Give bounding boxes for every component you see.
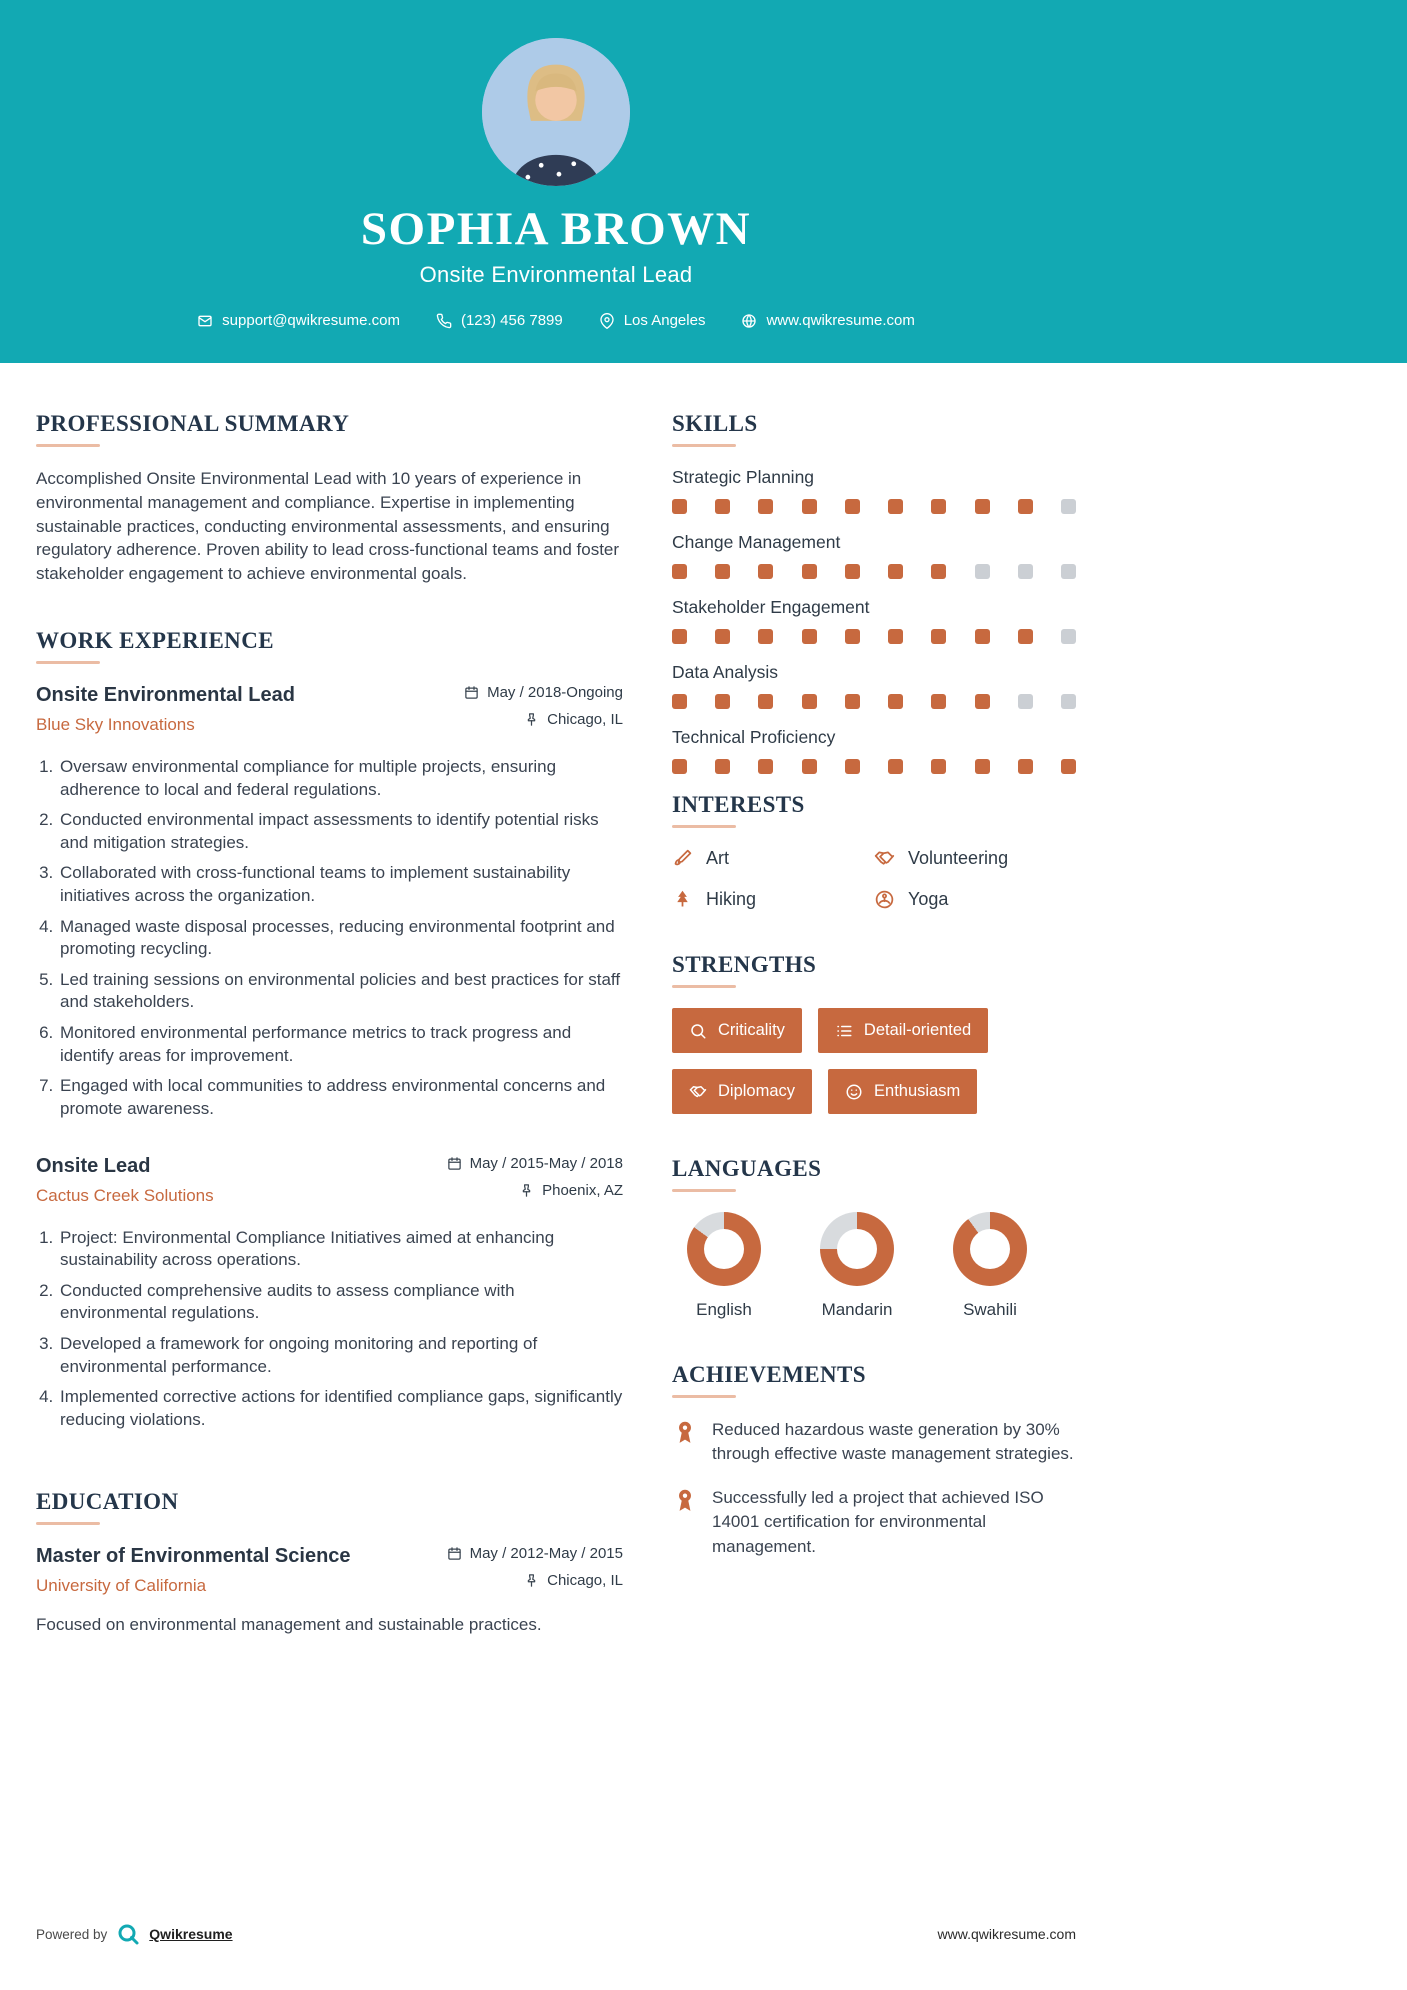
heading-underline <box>36 661 100 664</box>
yoga-icon <box>874 889 895 910</box>
skill-block <box>888 499 903 514</box>
pushpin-icon <box>519 1183 534 1198</box>
contact-phone <box>436 312 563 329</box>
skill-block <box>715 759 730 774</box>
skill-block <box>845 499 860 514</box>
job-company: Cactus Creek Solutions <box>36 1185 214 1205</box>
summary-heading: PROFESSIONAL SUMMARY <box>36 411 350 436</box>
interest-item <box>672 848 874 869</box>
strength-chip <box>828 1069 977 1114</box>
skill-name: Strategic Planning <box>672 467 815 487</box>
job-date-text: May / 2018-Ongoing <box>487 683 623 701</box>
interests-heading: INTERESTS <box>672 792 805 817</box>
skill-block <box>758 629 773 644</box>
heading-underline <box>36 1522 100 1525</box>
skill-block <box>1018 759 1033 774</box>
calendar-icon <box>447 1156 462 1171</box>
skill-item <box>672 727 1076 774</box>
education-date <box>447 1545 623 1562</box>
school-name: University of California <box>36 1576 207 1596</box>
skill-block <box>975 629 990 644</box>
summary-text: Accomplished Onsite Environmental Lead with 10 years of experience in environmental management and compliance. Expertise in implementing sustainable practices, conducting environmental assessments, and ensuring regulatory adherence. Proven ability to lead cross-functional teams and foster stakeholder engagement to achieve environmental goals. <box>36 469 620 584</box>
heading-underline <box>672 444 736 447</box>
skill-block <box>1061 759 1076 774</box>
interest-item <box>672 889 874 910</box>
skill-level-meter <box>672 629 1076 644</box>
job-bullet: 6. Monitored environmental performance metrics to track progress and identify areas for improvement. <box>58 1022 623 1067</box>
globe-icon <box>741 313 757 329</box>
skill-block <box>758 694 773 709</box>
job-bullet: 3. Collaborated with cross-functional teams to implement sustainability initiatives across the organization. <box>58 862 623 907</box>
skill-block <box>1018 499 1033 514</box>
skill-block <box>1061 694 1076 709</box>
interest-label: Yoga <box>908 889 949 909</box>
strength-chip <box>672 1008 802 1053</box>
skill-item <box>672 467 1076 514</box>
skills-heading: SKILLS <box>672 411 758 436</box>
language-donut-chart <box>687 1212 761 1286</box>
calendar-icon <box>464 685 479 700</box>
skill-block <box>1018 629 1033 644</box>
language-item <box>805 1212 909 1320</box>
education-date-text: May / 2012-May / 2015 <box>469 1545 623 1563</box>
interest-label: Hiking <box>706 889 757 909</box>
person-title: Onsite Environmental Lead <box>419 262 693 287</box>
skill-block <box>1061 564 1076 579</box>
contact-website-text: www.qwikresume.com <box>766 312 915 329</box>
strength-label: Enthusiasm <box>874 1082 961 1100</box>
achievement-item <box>672 1486 1076 1558</box>
heading-underline <box>672 1395 736 1398</box>
interest-label: Volunteering <box>908 848 1009 868</box>
skill-block <box>715 499 730 514</box>
contact-phone-text: (123) 456 7899 <box>460 312 563 329</box>
job-bullet: 2. Conducted environmental impact assessments to identify potential risks and mitigation strategies. <box>58 809 623 854</box>
achievement-text: Reduced hazardous waste generation by 30% through effective waste management strategies. <box>712 1420 1074 1464</box>
skill-block <box>1061 499 1076 514</box>
skill-block <box>672 499 687 514</box>
smiley-icon <box>845 1083 863 1101</box>
handshake-icon <box>689 1083 707 1101</box>
education-heading: EDUCATION <box>36 1489 179 1515</box>
interests-list <box>672 848 1076 910</box>
qwikresume-link[interactable]: Qwikresume <box>149 1926 233 1942</box>
job-bullet: 1. Project: Environmental Compliance Initiatives aimed at enhancing sustainability across operations. <box>58 1227 623 1272</box>
skill-block <box>715 564 730 579</box>
skill-block <box>758 564 773 579</box>
heading-underline <box>672 985 736 988</box>
portrait-photo <box>482 38 630 186</box>
job-location <box>447 1182 623 1199</box>
footer-website: www.qwikresume.com <box>937 1926 1076 1942</box>
skill-block <box>888 564 903 579</box>
job-location-text: Chicago, IL <box>547 710 623 728</box>
job-date <box>447 1155 623 1172</box>
award-ribbon-icon <box>672 1419 698 1445</box>
skill-block <box>1018 564 1033 579</box>
skill-block <box>758 759 773 774</box>
envelope-icon <box>197 313 213 329</box>
job-bullet: 3. Developed a framework for ongoing monitoring and reporting of environmental performance. <box>58 1333 623 1378</box>
language-name: English <box>696 1300 752 1319</box>
paintbrush-icon <box>672 848 693 869</box>
strengths-heading: STRENGTHS <box>672 952 817 977</box>
skill-block <box>802 629 817 644</box>
location-pin-icon <box>599 313 615 329</box>
achievements-heading: ACHIEVEMENTS <box>672 1362 866 1387</box>
skill-block <box>931 499 946 514</box>
qwikresume-logo <box>116 1922 140 1946</box>
job-title: Onsite Lead <box>36 1154 151 1177</box>
skill-block <box>975 499 990 514</box>
skill-block <box>1018 694 1033 709</box>
job-date-text: May / 2015-May / 2018 <box>469 1154 623 1172</box>
skill-block <box>888 629 903 644</box>
skill-block <box>758 499 773 514</box>
page-footer <box>36 1892 1076 1990</box>
skill-block <box>802 694 817 709</box>
job-bullet: 1. Oversaw environmental compliance for multiple projects, ensuring adherence to local and federal regulations. <box>58 756 623 801</box>
skill-block <box>931 564 946 579</box>
degree-title: Master of Environmental Science <box>36 1545 351 1568</box>
language-donut-chart <box>953 1212 1027 1286</box>
achievements-list <box>672 1418 1076 1559</box>
skill-block <box>802 759 817 774</box>
skill-name: Change Management <box>672 532 841 552</box>
language-name: Swahili <box>963 1300 1017 1319</box>
strength-label: Diplomacy <box>718 1082 796 1100</box>
education-note: Focused on environmental management and sustainable practices. <box>36 1615 542 1635</box>
strength-label: Criticality <box>718 1021 785 1039</box>
job-entry <box>36 684 623 1121</box>
magnifier-icon <box>689 1022 707 1040</box>
language-donut-chart <box>820 1212 894 1286</box>
skill-block <box>715 629 730 644</box>
skill-level-meter <box>672 694 1076 709</box>
job-location-text: Phoenix, AZ <box>542 1181 623 1199</box>
language-item <box>672 1212 776 1320</box>
job-bullet: 2. Conducted comprehensive audits to assess compliance with environmental regulations. <box>58 1280 623 1325</box>
contact-location <box>599 312 706 329</box>
contact-location-text: Los Angeles <box>623 312 706 329</box>
heading-underline <box>36 444 100 447</box>
calendar-icon <box>447 1546 462 1561</box>
interest-item <box>874 848 1076 869</box>
job-bullet: 5. Led training sessions on environmental policies and best practices for staff and stakeholders. <box>58 969 623 1014</box>
achievement-text: Successfully led a project that achieved ISO 14001 certification for environmental management. <box>712 1488 1044 1556</box>
left-column <box>36 411 623 1652</box>
skill-item <box>672 532 1076 579</box>
handshake-icon <box>874 848 895 869</box>
phone-icon <box>436 313 452 329</box>
skill-block <box>931 629 946 644</box>
list-icon <box>835 1022 853 1040</box>
strength-label: Detail-oriented <box>863 1021 972 1039</box>
pine-tree-icon <box>672 889 693 910</box>
interest-label: Art <box>706 848 730 868</box>
education-section <box>36 1489 623 1635</box>
person-name: SOPHIA BROWN <box>360 203 752 255</box>
contact-bar <box>36 312 1076 329</box>
skill-name: Data Analysis <box>672 662 779 682</box>
heading-underline <box>672 1189 736 1192</box>
skill-block <box>802 564 817 579</box>
skill-name: Technical Proficiency <box>672 727 836 747</box>
contact-website <box>741 312 914 329</box>
job-bullet: 4. Managed waste disposal processes, reducing environmental footprint and promoting recycling. <box>58 916 623 961</box>
contact-email <box>197 312 400 329</box>
header-band <box>0 0 1407 363</box>
skill-block <box>1061 629 1076 644</box>
skill-item <box>672 662 1076 709</box>
strength-chip <box>818 1008 988 1053</box>
avatar <box>482 38 630 186</box>
heading-underline <box>672 825 736 828</box>
skill-block <box>845 564 860 579</box>
job-company: Blue Sky Innovations <box>36 714 195 734</box>
languages-list <box>672 1212 1076 1320</box>
skill-block <box>845 759 860 774</box>
experience-heading: WORK EXPERIENCE <box>36 627 274 653</box>
skill-block <box>672 564 687 579</box>
job-bullets <box>36 1227 623 1432</box>
skill-block <box>672 629 687 644</box>
job-bullets <box>36 756 623 1121</box>
interest-item <box>874 889 1076 910</box>
education-location <box>447 1572 623 1589</box>
skill-block <box>931 694 946 709</box>
resume-body <box>36 411 1076 1652</box>
skill-block <box>715 694 730 709</box>
contact-email-text: support@qwikresume.com <box>222 312 400 329</box>
skill-block <box>975 694 990 709</box>
skill-block <box>672 759 687 774</box>
language-item <box>938 1212 1042 1320</box>
skill-block <box>888 759 903 774</box>
strength-chip <box>672 1069 812 1114</box>
strengths-list <box>672 1008 1076 1114</box>
pushpin-icon <box>524 712 539 727</box>
skill-name: Stakeholder Engagement <box>672 597 870 617</box>
skill-level-meter <box>672 564 1076 579</box>
skill-block <box>845 629 860 644</box>
languages-heading: LANGUAGES <box>672 1156 822 1181</box>
skill-level-meter <box>672 499 1076 514</box>
skill-block <box>975 759 990 774</box>
job-bullet: 7. Engaged with local communities to address environmental concerns and promote awareness. <box>58 1075 623 1120</box>
skill-block <box>845 694 860 709</box>
powered-by-label: Powered by <box>36 1926 108 1942</box>
language-name: Mandarin <box>821 1300 893 1319</box>
skill-level-meter <box>672 759 1076 774</box>
powered-by <box>36 1922 233 1946</box>
job-location <box>464 711 623 728</box>
job-date <box>464 684 623 701</box>
right-column <box>672 411 1076 1652</box>
pushpin-icon <box>524 1573 539 1588</box>
skill-block <box>931 759 946 774</box>
skill-item <box>672 597 1076 644</box>
award-ribbon-icon <box>672 1487 698 1513</box>
skill-block <box>975 564 990 579</box>
skill-block <box>672 694 687 709</box>
skills-list <box>672 467 1076 774</box>
job-title: Onsite Environmental Lead <box>36 683 295 706</box>
skill-block <box>888 694 903 709</box>
education-location-text: Chicago, IL <box>547 1572 623 1590</box>
achievement-item <box>672 1418 1076 1466</box>
skill-block <box>802 499 817 514</box>
job-entry <box>36 1155 623 1432</box>
job-bullet: 4. Implemented corrective actions for identified compliance gaps, significantly reducing violations. <box>58 1386 623 1431</box>
